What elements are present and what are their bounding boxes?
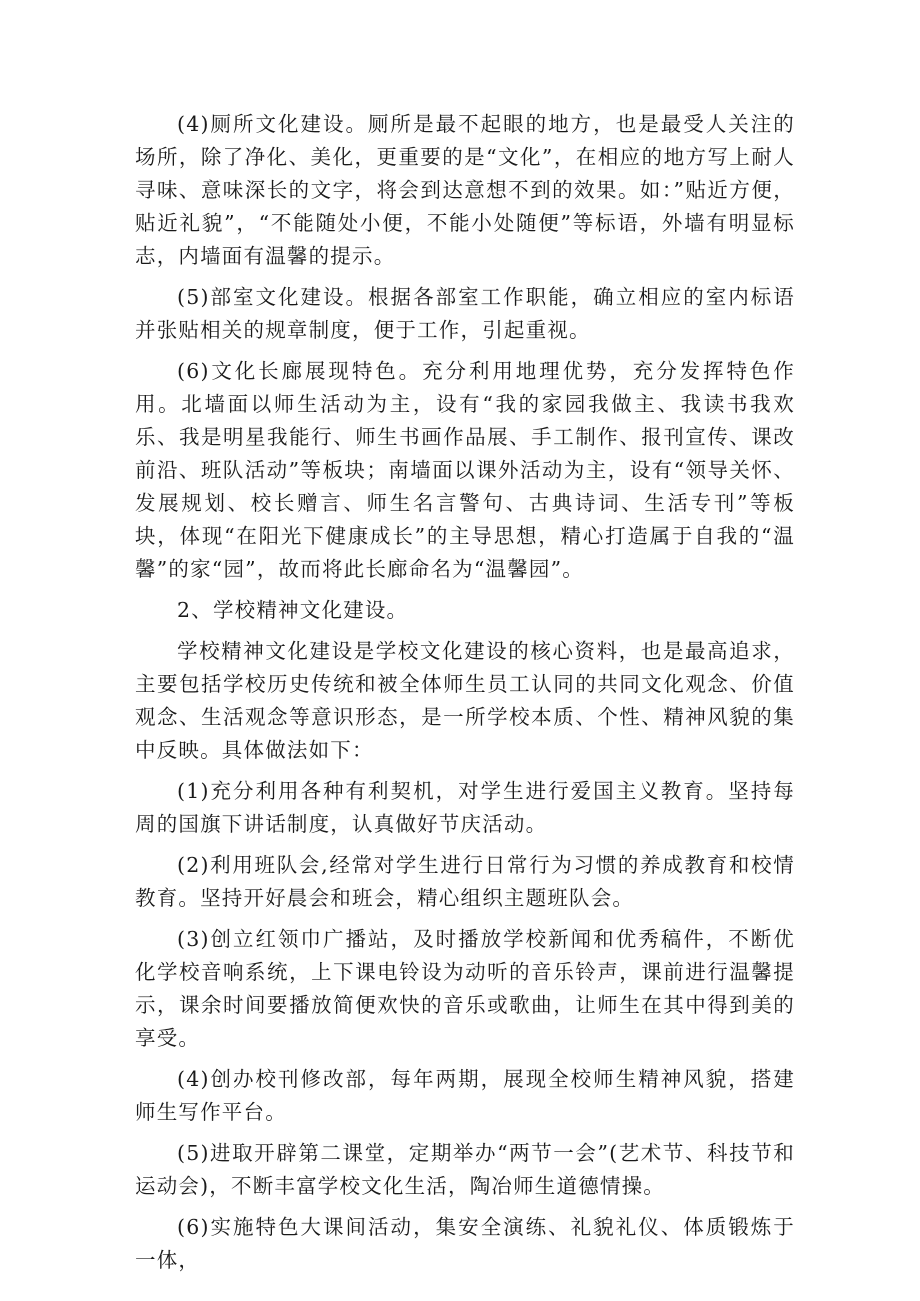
paragraph-school-magazine: (4)创办校刊修改部，每年两期，展现全校师生精神风貌，搭建师生写作平台。 <box>135 1067 795 1124</box>
paragraph-patriotic-education: (1)充分利用各种有利契机，对学生进行爱国主义教育。坚持每周的国旗下讲话制度，认真做好节庆活动。 <box>135 779 795 836</box>
paragraph-broadcast-station: (3)创立红领巾广播站，及时播放学校新闻和优秀稿件，不断优化学校音响系统，上下课电铃设为动听的音乐铃声，课前进行温馨提示，课余时间要播放简便欢快的音乐或歌曲，让师生在其中得到美的享受。 <box>135 927 795 1050</box>
document-body <box>135 108 795 1285</box>
paragraph-department-culture: (5)部室文化建设。根据各部室工作职能，确立相应的室内标语并张贴相关的规章制度，便于工作，引起重视。 <box>135 285 795 342</box>
paragraph-second-classroom: (5)进取开辟第二课堂，定期举办“两节一会”(艺术节、科技节和运动会)，不断丰富学校文化生活，陶冶师生道德情操。 <box>135 1141 795 1198</box>
paragraph-class-meetings: (2)利用班队会,经常对学生进行日常行为习惯的养成教育和校情教育。坚持开好晨会和班会，精心组织主题班队会。 <box>135 853 795 910</box>
paragraph-toilet-culture: (4)厕所文化建设。厕所是最不起眼的地方，也是最受人关注的场所，除了净化、美化，更重要的是“文化”，在相应的地方写上耐人寻味、意味深长的文字，将会到达意想不到的效果。如：”贴近方便，贴近礼貌”，“不能随处小便，不能小处随便”等标语，外墙有明显标志，内墙面有温馨的提示。 <box>135 112 795 268</box>
paragraph-recess-activities: (6)实施特色大课间活动，集安全演练、礼貌礼仪、体质锻炼于一体， <box>135 1215 795 1272</box>
paragraph-culture-corridor: (6)文化长廊展现特色。充分利用地理优势，充分发挥特色作用。北墙面以师生活动为主，设有“我的家园我做主、我读书我欢乐、我是明星我能行、师生书画作品展、手工制作、报刊宣传、课改前沿、班队活动”等板块；南墙面以课外活动为主，设有“领导关怀、发展规划、校长赠言、师生名言警句、古典诗词、生活专刊”等板块，体现“在阳光下健康成长”的主导思想，精心打造属于自我的“温馨”的家“园”，故而将此长廊命名为“温馨园”。 <box>135 359 795 581</box>
section-heading-spiritual-culture: 2、学校精神文化建设。 <box>177 598 409 622</box>
paragraph-spiritual-culture-intro: 学校精神文化建设是学校文化建设的核心资料，也是最高追求，主要包括学校历史传统和被全体师生员工认同的共同文化观念、价值观念、生活观念等意识形态，是一所学校本质、个性、精神风貌的集中反映。具体做法如下： <box>135 639 795 762</box>
